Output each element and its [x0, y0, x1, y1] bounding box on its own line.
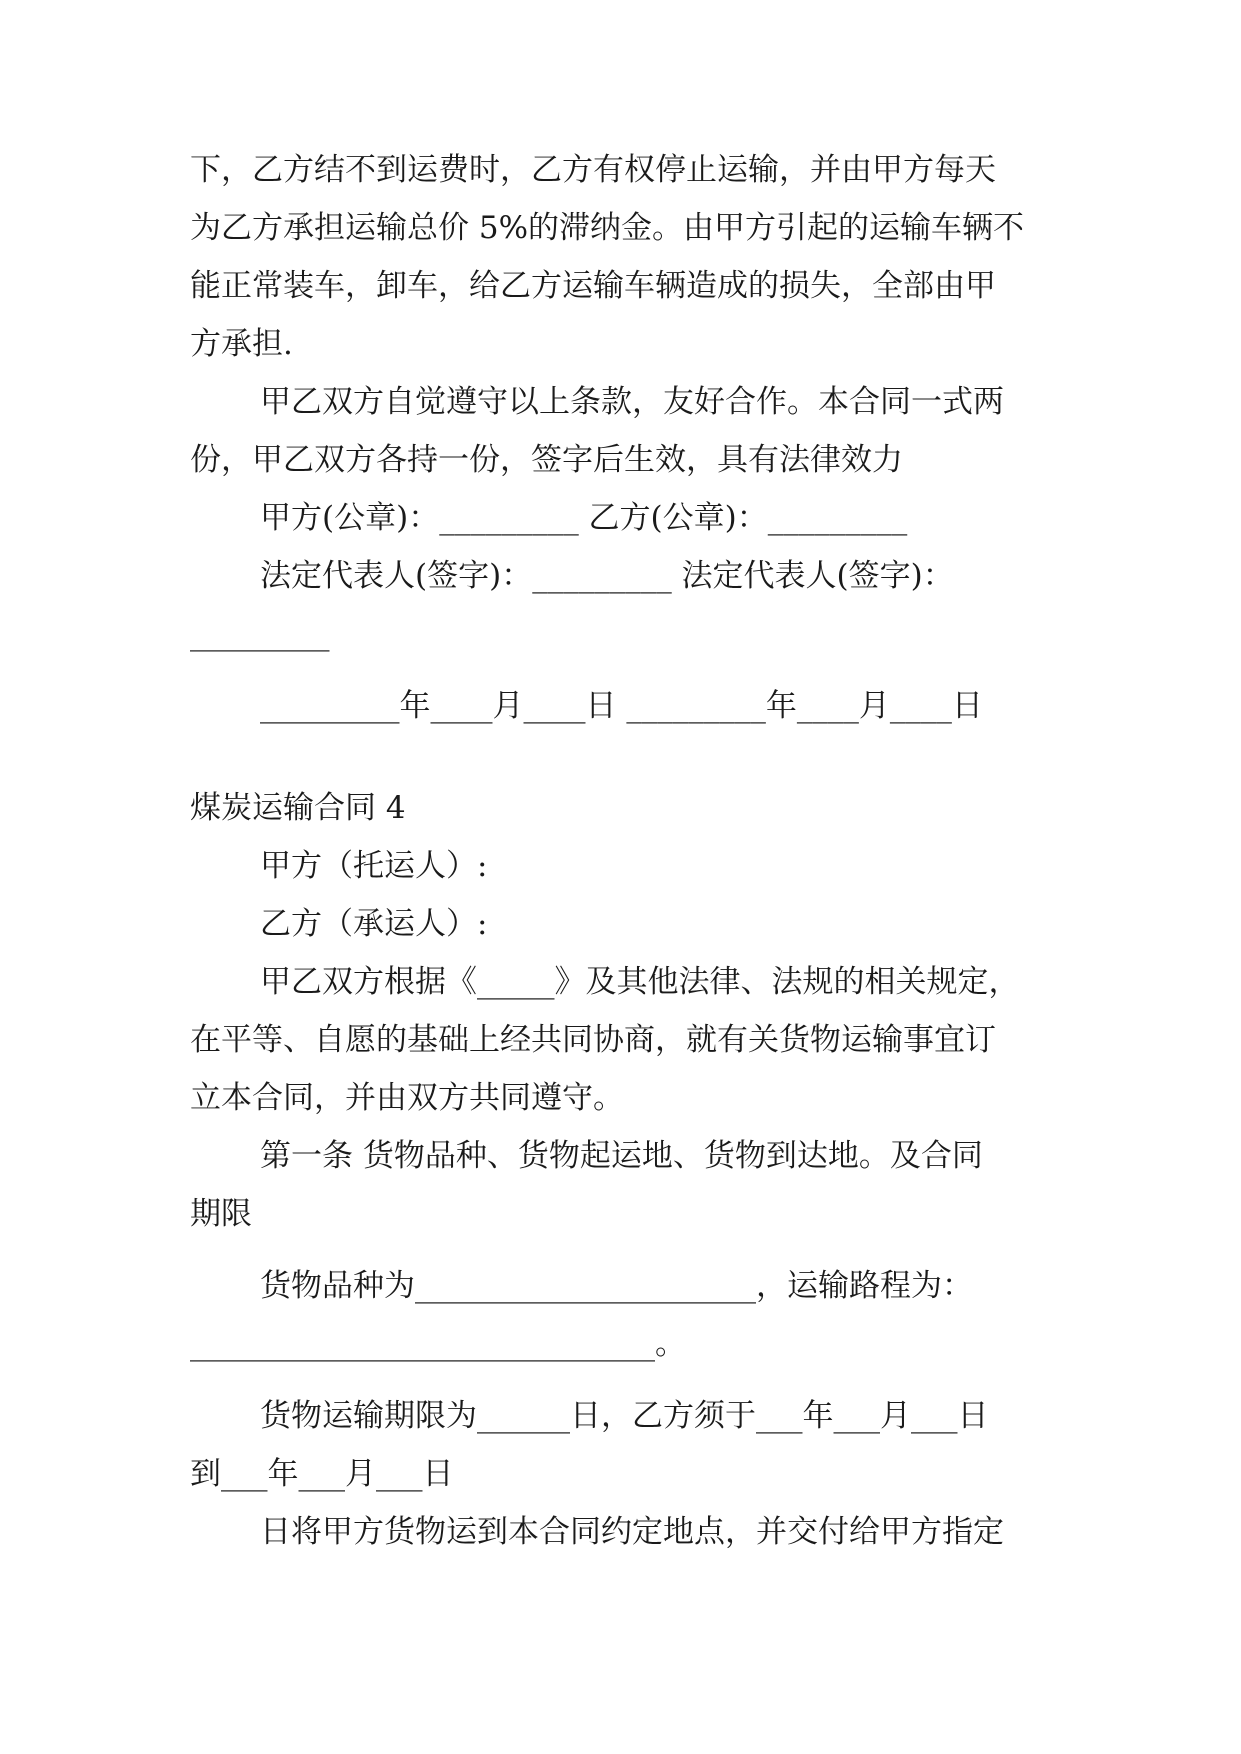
paragraph-line: 日将甲方货物运到本合同约定地点，并交付给甲方指定 — [260, 1514, 1004, 1550]
paragraph-line: 在平等、自愿的基础上经共同协商，就有关货物运输事宜订 — [190, 1022, 996, 1058]
paragraph-line: 方承担. — [190, 326, 293, 362]
article-heading: 第一条 货物品种、货物起运地、货物到达地。及合同 — [260, 1138, 983, 1174]
date-line: _________年____月____日 _________年____月____日 — [260, 688, 983, 724]
paragraph-line: 能正常装车，卸车，给乙方运输车辆造成的损失，全部由甲 — [190, 268, 996, 304]
paragraph-line: 货物运输期限为______日，乙方须于___年___月___日 — [260, 1398, 989, 1434]
signature-line-representative: 法定代表人(签字)：_________ 法定代表人(签字)： — [260, 558, 954, 594]
paragraph-line: 份，甲乙双方各持一份，签字后生效，具有法律效力 — [190, 442, 903, 478]
contract-title: 煤炭运输合同 4 — [190, 790, 406, 826]
paragraph-line: 到___年___月___日 — [190, 1456, 454, 1492]
paragraph-line: ______________________________。 — [190, 1326, 686, 1362]
paragraph-line: 下，乙方结不到运费时，乙方有权停止运输，并由甲方每天 — [190, 152, 996, 188]
paragraph-line: 为乙方承担运输总价 5%的滞纳金。由甲方引起的运输车辆不 — [190, 210, 1025, 246]
article-heading-cont: 期限 — [190, 1196, 252, 1232]
paragraph-line: 甲乙双方自觉遵守以上条款，友好合作。本合同一式两 — [260, 384, 1004, 420]
signature-line-seal: 甲方(公章)：_________ 乙方(公章)：_________ — [260, 500, 908, 536]
paragraph-line: 货物品种为______________________，运输路程为： — [260, 1268, 973, 1304]
party-a-line: 甲方（托运人）: — [260, 848, 488, 884]
signature-blank: _________ — [190, 616, 330, 652]
paragraph-line: 甲乙双方根据《_____》及其他法律、法规的相关规定， — [260, 964, 1020, 1000]
paragraph-line: 立本合同，并由双方共同遵守。 — [190, 1080, 624, 1116]
party-b-line: 乙方（承运人）: — [260, 906, 488, 942]
